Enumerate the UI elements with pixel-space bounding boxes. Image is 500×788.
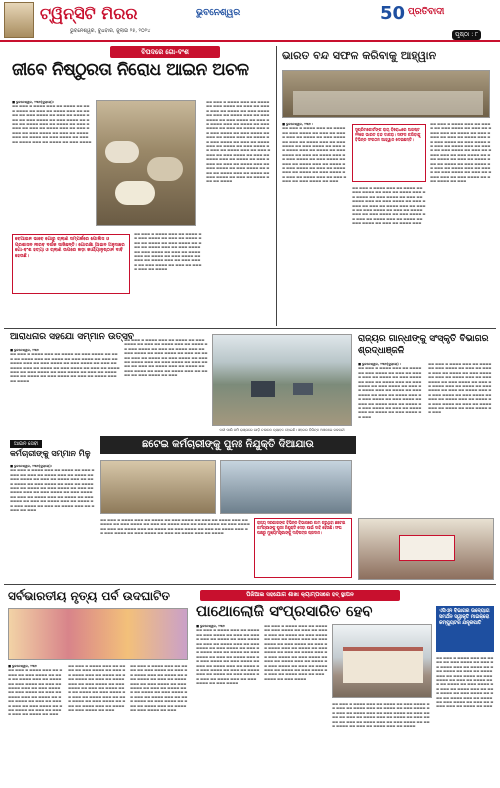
right-dateline: ■ ଭୁବନେଶ୍ୱର, ୨୩ା୭(ବ୍ୟୁରୋ) :: [358, 362, 402, 366]
mid-col: ▬▬ ▬▬▬ ▬ ▬▬▬▬ ▬▬▬ ▬▬ ▬▬▬▬ ▬▬ ▬▬▬ ▬▬▬▬ ▬▬ ▬▬▬ ▬▬ ▬▬▬▬ ▬▬▬ ▬▬ ▬▬▬▬ ▬▬ ▬▬▬ ▬▬▬▬ ▬▬ ▬▬▬ ▬▬ ▬▬▬▬ ▬▬▬ ▬▬ ▬▬▬ ▬▬▬▬ ▬▬ ▬▬▬ ▬▬▬▬ ▬▬ ▬▬▬ ▬▬ ▬▬▬▬ ▬▬▬ ▬▬ ▬▬▬▬ ▬▬ ▬▬▬ ▬▬▬▬ ▬▬ ▬▬▬ ▬▬ ▬▬▬▬ ▬▬▬ ▬▬ ▬▬▬ ▬▬▬▬ ▬▬ ▬▬▬ ▬▬▬▬ ▬▬ ▬▬▬ ▬▬ ▬▬▬▬ ▬▬▬ ▬▬ ▬▬▬▬: [100, 518, 250, 536]
side-top-col3: ▬▬ ▬▬▬ ▬ ▬▬▬▬ ▬▬▬ ▬▬ ▬▬▬▬ ▬▬ ▬▬▬ ▬▬▬▬ ▬▬ ▬▬▬ ▬▬ ▬▬▬▬ ▬▬▬ ▬▬ ▬▬▬▬ ▬▬ ▬▬▬ ▬▬▬▬ ▬▬ ▬▬▬ ▬▬ ▬▬▬▬ ▬▬▬ ▬▬ ▬▬▬ ▬▬▬▬ ▬▬ ▬▬▬ ▬▬▬▬ ▬▬ ▬▬▬ ▬▬ ▬▬▬▬ ▬▬▬ ▬▬ ▬▬▬▬ ▬▬ ▬▬▬ ▬▬▬▬ ▬▬ ▬▬▬ ▬▬ ▬▬▬▬ ▬▬▬ ▬▬ ▬▬▬ ▬▬▬▬ ▬▬ ▬▬▬ ▬▬▬▬ ▬▬ ▬▬▬ ▬▬ ▬▬▬▬ ▬▬▬ ▬▬ ▬▬▬▬ ▬▬ ▬▬▬ ▬▬▬▬ ▬▬ ▬▬▬ ▬▬ ▬▬▬▬ ▬▬▬ ▬▬ ▬▬▬▬ ▬▬ ▬▬▬ ▬▬▬▬ ▬▬ ▬▬▬ ▬▬ ▬▬▬▬ ▬▬▬ ▬▬ ▬▬▬ ▬▬▬▬ ▬▬ ▬▬▬ ▬▬▬▬ ▬▬ ▬▬▬: [430, 122, 492, 184]
right-col: ■ ଭୁବନେଶ୍ୱର, ୨୩ା୭(ବ୍ୟୁରୋ) : ▬▬ ▬▬▬ ▬ ▬▬▬▬ ▬▬▬ ▬▬ ▬▬▬▬ ▬▬ ▬▬▬ ▬▬▬▬ ▬▬ ▬▬▬ ▬▬ ▬▬▬▬ ▬▬▬ ▬▬ ▬▬▬▬ ▬▬ ▬▬▬ ▬▬▬▬ ▬▬ ▬▬▬ ▬▬ ▬▬▬▬ ▬▬▬ ▬▬ ▬▬▬ ▬▬▬▬ ▬▬ ▬▬▬ ▬▬▬▬ ▬▬ ▬▬▬ ▬▬ ▬▬▬▬ ▬▬▬ ▬▬ ▬▬▬▬ ▬▬ ▬▬▬ ▬▬▬▬ ▬▬ ▬▬▬ ▬▬ ▬▬▬▬ ▬▬▬ ▬▬ ▬▬▬ ▬▬▬▬ ▬▬ ▬▬▬ ▬▬▬▬ ▬▬ ▬▬▬ ▬▬ ▬▬▬▬ ▬▬▬ ▬▬ ▬▬▬▬ ▬▬ ▬▬▬ ▬▬▬▬ ▬▬ ▬▬▬ ▬▬ ▬▬▬▬ ▬▬▬ ▬▬ ▬▬▬▬ ▬▬ ▬▬▬ ▬▬▬▬ ▬▬ ▬▬▬: [358, 362, 424, 514]
lead-col3: ▬▬ ▬▬▬ ▬ ▬▬▬▬ ▬▬▬ ▬▬ ▬▬▬▬ ▬▬ ▬▬▬ ▬▬▬▬ ▬▬ ▬▬▬ ▬▬ ▬▬▬▬ ▬▬▬ ▬▬ ▬▬▬▬ ▬▬ ▬▬▬ ▬▬▬▬ ▬▬ ▬▬▬ ▬▬ ▬▬▬▬ ▬▬▬ ▬▬ ▬▬▬ ▬▬▬▬ ▬▬ ▬▬▬ ▬▬▬▬ ▬▬ ▬▬▬ ▬▬ ▬▬▬▬ ▬▬▬ ▬▬ ▬▬▬▬ ▬▬ ▬▬▬ ▬▬▬▬ ▬▬ ▬▬▬ ▬▬ ▬▬▬▬ ▬▬▬ ▬▬ ▬▬▬ ▬▬▬▬ ▬▬ ▬▬▬ ▬▬▬▬ ▬▬ ▬▬▬ ▬▬ ▬▬▬▬ ▬▬▬ ▬▬ ▬▬▬▬ ▬▬ ▬▬▬ ▬▬▬▬ ▬▬ ▬▬▬ ▬▬ ▬▬▬▬ ▬▬▬ ▬▬ ▬▬▬▬ ▬▬ ▬▬▬ ▬▬▬▬ ▬▬ ▬▬▬ ▬▬ ▬▬▬▬ ▬▬▬ ▬▬ ▬▬▬ ▬▬▬▬ ▬▬ ▬▬▬ ▬▬▬▬ ▬▬ ▬▬▬ ▬▬ ▬▬▬▬ ▬▬▬ ▬▬ ▬▬▬▬ ▬▬ ▬▬▬ ▬▬▬▬ ▬▬ ▬▬▬ ▬▬ ▬▬▬▬ ▬▬▬ ▬▬ ▬▬▬ ▬▬▬▬ ▬▬ ▬▬▬ ▬▬▬▬ ▬▬ ▬▬▬ ▬▬ ▬▬▬▬ ▬▬▬ ▬▬ ▬▬▬▬ ▬▬ ▬▬▬ ▬▬▬▬ ▬▬ ▬▬▬ ▬▬ ▬▬▬▬ ▬▬▬ ▬▬ ▬▬▬▬: [206, 100, 271, 184]
dance-col3: ▬▬ ▬▬▬ ▬ ▬▬▬▬ ▬▬▬ ▬▬ ▬▬▬▬ ▬▬ ▬▬▬ ▬▬▬▬ ▬▬ ▬▬▬ ▬▬ ▬▬▬▬ ▬▬▬ ▬▬ ▬▬▬▬ ▬▬ ▬▬▬ ▬▬▬▬ ▬▬ ▬▬▬ ▬▬ ▬▬▬▬ ▬▬▬ ▬▬ ▬▬▬ ▬▬▬▬ ▬▬ ▬▬▬ ▬▬▬▬ ▬▬ ▬▬▬ ▬▬ ▬▬▬▬ ▬▬▬ ▬▬ ▬▬▬▬ ▬▬ ▬▬▬ ▬▬▬▬ ▬▬ ▬▬▬ ▬▬ ▬▬▬▬ ▬▬▬ ▬▬ ▬▬▬ ▬▬▬▬ ▬▬ ▬▬▬ ▬▬▬▬ ▬▬ ▬▬▬ ▬▬ ▬▬▬▬ ▬▬▬ ▬▬ ▬▬▬▬ ▬▬ ▬▬▬ ▬▬▬▬ ▬▬ ▬▬▬: [130, 664, 188, 713]
retrench-box-text: ରାଜ୍ୟ ସରକାରଙ୍କ ବିଭିନ୍ନ ବିଭାଗରେ କାମ କରୁଥିବା ଛଟେଇ କର୍ମଚାରୀଙ୍କୁ ପୁନଃ ନିଯୁକ୍ତି ଦେବା ପାଇଁ ଦାବି ହେଉଛି। ସଂଘ ପକ୍ଷରୁ ମୁଖ୍ୟମନ୍ତ୍ରୀଙ୍କୁ ଦାବିପତ୍ର ପ୍ରଦାନ।: [257, 520, 346, 535]
left-col-b: ▬▬ ▬▬▬ ▬ ▬▬▬▬ ▬▬▬ ▬▬ ▬▬▬▬ ▬▬ ▬▬▬ ▬▬▬▬ ▬▬ ▬▬▬ ▬▬ ▬▬▬▬ ▬▬▬ ▬▬ ▬▬▬▬ ▬▬ ▬▬▬ ▬▬▬▬ ▬▬ ▬▬▬ ▬▬ ▬▬▬▬ ▬▬▬ ▬▬ ▬▬▬ ▬▬▬▬ ▬▬ ▬▬▬ ▬▬▬▬ ▬▬ ▬▬▬ ▬▬ ▬▬▬▬ ▬▬▬ ▬▬ ▬▬▬▬ ▬▬ ▬▬▬ ▬▬▬▬ ▬▬ ▬▬▬ ▬▬ ▬▬▬▬ ▬▬▬ ▬▬ ▬▬▬ ▬▬▬▬ ▬▬ ▬▬▬ ▬▬▬▬ ▬▬ ▬▬▬ ▬▬ ▬▬▬▬ ▬▬▬ ▬▬ ▬▬▬▬ ▬▬ ▬▬▬ ▬▬▬▬ ▬▬ ▬▬▬ ▬▬ ▬▬▬▬ ▬▬▬ ▬▬ ▬▬▬▬ ▬▬ ▬▬▬ ▬▬▬▬ ▬▬ ▬▬▬: [124, 338, 208, 378]
path-headline: ପାଥୋଲୋଜି ସଂପ୍ରସାରିତ ହେବ: [196, 602, 373, 620]
side-top-col2: ▬▬ ▬▬▬ ▬ ▬▬▬▬ ▬▬▬ ▬▬ ▬▬▬▬ ▬▬ ▬▬▬ ▬▬▬▬ ▬▬ ▬▬▬ ▬▬ ▬▬▬▬ ▬▬▬ ▬▬ ▬▬▬▬ ▬▬ ▬▬▬ ▬▬▬▬ ▬▬ ▬▬▬ ▬▬ ▬▬▬▬ ▬▬▬ ▬▬ ▬▬▬ ▬▬▬▬ ▬▬ ▬▬▬ ▬▬▬▬ ▬▬ ▬▬▬ ▬▬ ▬▬▬▬ ▬▬▬ ▬▬ ▬▬▬▬ ▬▬ ▬▬▬ ▬▬▬▬ ▬▬ ▬▬▬ ▬▬ ▬▬▬▬ ▬▬▬ ▬▬ ▬▬▬ ▬▬▬▬ ▬▬ ▬▬▬ ▬▬▬▬ ▬▬ ▬▬▬ ▬▬ ▬▬▬▬ ▬▬▬ ▬▬ ▬▬▬▬ ▬▬ ▬▬▬ ▬▬▬▬ ▬▬ ▬▬▬ ▬▬ ▬▬▬▬ ▬▬▬: [352, 186, 426, 226]
temple-logo: [4, 2, 34, 38]
h-rule-1: [4, 328, 496, 329]
lead-col1: ■ ଭୁବନେଶ୍ୱର, ୨୩ା୭(ବ୍ୟୁରୋ): ▬▬ ▬▬▬ ▬ ▬▬▬▬ ▬▬▬ ▬▬ ▬▬▬▬ ▬▬ ▬▬▬ ▬▬▬▬ ▬▬ ▬▬▬ ▬▬ ▬▬▬▬ ▬▬▬ ▬▬ ▬▬▬▬ ▬▬ ▬▬▬ ▬▬▬▬ ▬▬ ▬▬▬ ▬▬ ▬▬▬▬ ▬▬▬ ▬▬ ▬▬▬ ▬▬▬▬ ▬▬ ▬▬▬ ▬▬▬▬ ▬▬ ▬▬▬ ▬▬ ▬▬▬▬ ▬▬▬ ▬▬ ▬▬▬▬ ▬▬ ▬▬▬ ▬▬▬▬ ▬▬ ▬▬▬ ▬▬ ▬▬▬▬ ▬▬▬ ▬▬ ▬▬▬ ▬▬▬▬ ▬▬ ▬▬▬ ▬▬▬▬ ▬▬ ▬▬▬ ▬▬ ▬▬▬▬ ▬▬▬ ▬▬ ▬▬▬▬ ▬▬ ▬▬▬ ▬▬▬▬ ▬▬ ▬▬▬ ▬▬ ▬▬▬▬ ▬▬▬ ▬▬ ▬▬▬▬ ▬▬ ▬▬▬ ▬▬▬▬: [12, 100, 92, 144]
brand-number: 50: [380, 3, 406, 24]
side-top-headline: ଭାରତ ବନ୍ଦ ସଫଳ କରିବାକୁ ଆହ୍ୱାନ: [282, 49, 437, 62]
right-headline: ରାଜ୍ୟର ଗାନ୍ଧୀଙ୍କୁ ସଂସ୍କୃତି ବିଭାଗର ଶ୍ରଦ୍ଧାଞ୍ଜଳି: [358, 334, 489, 356]
masthead-date: ଭୁବନେଶ୍ୱର, ବୁଧବାର, ଜୁଲାଇ ୨୫, ୨୦୨୪: [70, 28, 151, 34]
h-rule-2: [4, 584, 496, 585]
dance-col2: ▬▬ ▬▬▬ ▬ ▬▬▬▬ ▬▬▬ ▬▬ ▬▬▬▬ ▬▬ ▬▬▬ ▬▬▬▬ ▬▬ ▬▬▬ ▬▬ ▬▬▬▬ ▬▬▬ ▬▬ ▬▬▬▬ ▬▬ ▬▬▬ ▬▬▬▬ ▬▬ ▬▬▬ ▬▬ ▬▬▬▬ ▬▬▬ ▬▬ ▬▬▬ ▬▬▬▬ ▬▬ ▬▬▬ ▬▬▬▬ ▬▬ ▬▬▬ ▬▬ ▬▬▬▬ ▬▬▬ ▬▬ ▬▬▬▬ ▬▬ ▬▬▬ ▬▬▬▬ ▬▬ ▬▬▬ ▬▬ ▬▬▬▬ ▬▬▬ ▬▬ ▬▬▬ ▬▬▬▬ ▬▬ ▬▬▬ ▬▬▬▬ ▬▬ ▬▬▬ ▬▬ ▬▬▬▬ ▬▬▬ ▬▬ ▬▬▬▬ ▬▬ ▬▬▬ ▬▬▬▬ ▬▬ ▬▬▬: [68, 664, 126, 713]
dance-photo: [8, 608, 188, 660]
path-col3: ▬▬ ▬▬▬ ▬ ▬▬▬▬ ▬▬▬ ▬▬ ▬▬▬▬ ▬▬ ▬▬▬ ▬▬▬▬ ▬▬ ▬▬▬ ▬▬ ▬▬▬▬ ▬▬▬ ▬▬ ▬▬▬▬ ▬▬ ▬▬▬ ▬▬▬▬ ▬▬ ▬▬▬ ▬▬ ▬▬▬▬ ▬▬▬ ▬▬ ▬▬▬ ▬▬▬▬ ▬▬ ▬▬▬ ▬▬▬▬ ▬▬ ▬▬▬ ▬▬ ▬▬▬▬ ▬▬▬ ▬▬ ▬▬▬▬ ▬▬ ▬▬▬ ▬▬▬▬ ▬▬ ▬▬▬ ▬▬ ▬▬▬▬ ▬▬▬ ▬▬ ▬▬▬ ▬▬▬▬ ▬▬ ▬▬▬ ▬▬▬▬ ▬▬ ▬▬▬ ▬▬ ▬▬▬▬ ▬▬▬ ▬▬ ▬▬▬▬: [332, 702, 430, 729]
path-col2: ▬▬ ▬▬▬ ▬ ▬▬▬▬ ▬▬▬ ▬▬ ▬▬▬▬ ▬▬ ▬▬▬ ▬▬▬▬ ▬▬ ▬▬▬ ▬▬ ▬▬▬▬ ▬▬▬ ▬▬ ▬▬▬▬ ▬▬ ▬▬▬ ▬▬▬▬ ▬▬ ▬▬▬ ▬▬ ▬▬▬▬ ▬▬▬ ▬▬ ▬▬▬ ▬▬▬▬ ▬▬ ▬▬▬ ▬▬▬▬ ▬▬ ▬▬▬ ▬▬ ▬▬▬▬ ▬▬▬ ▬▬ ▬▬▬▬ ▬▬ ▬▬▬ ▬▬▬▬ ▬▬ ▬▬▬ ▬▬ ▬▬▬▬ ▬▬▬ ▬▬ ▬▬▬ ▬▬▬▬ ▬▬ ▬▬▬ ▬▬▬▬ ▬▬ ▬▬▬ ▬▬ ▬▬▬▬ ▬▬▬ ▬▬ ▬▬▬▬ ▬▬ ▬▬▬ ▬▬▬▬ ▬▬ ▬▬▬ ▬▬ ▬▬▬▬ ▬▬▬ ▬▬ ▬▬▬▬ ▬▬ ▬▬▬ ▬▬▬▬ ▬▬ ▬▬▬ ▬▬ ▬▬▬▬ ▬▬▬ ▬▬ ▬▬▬ ▬▬▬▬ ▬▬ ▬▬▬ ▬▬▬▬: [264, 624, 328, 681]
small-col: ■ ଭୁବନେଶ୍ୱର, ୨୩ା୭(ବ୍ୟୁରୋ): ▬▬ ▬▬▬ ▬ ▬▬▬▬ ▬▬▬ ▬▬ ▬▬▬▬ ▬▬ ▬▬▬ ▬▬▬▬ ▬▬ ▬▬▬ ▬▬ ▬▬▬▬ ▬▬▬ ▬▬ ▬▬▬▬ ▬▬ ▬▬▬ ▬▬▬▬ ▬▬ ▬▬▬ ▬▬ ▬▬▬▬ ▬▬▬ ▬▬ ▬▬▬ ▬▬▬▬ ▬▬ ▬▬▬ ▬▬▬▬ ▬▬ ▬▬▬ ▬▬ ▬▬▬▬ ▬▬▬ ▬▬ ▬▬▬▬ ▬▬ ▬▬▬ ▬▬▬▬ ▬▬ ▬▬▬ ▬▬ ▬▬▬▬ ▬▬▬ ▬▬ ▬▬▬ ▬▬▬▬ ▬▬ ▬▬▬ ▬▬▬▬ ▬▬ ▬▬▬ ▬▬ ▬▬▬▬ ▬▬▬ ▬▬ ▬▬▬▬ ▬▬ ▬▬▬ ▬▬▬▬ ▬▬ ▬▬▬ ▬▬ ▬▬▬▬ ▬▬▬ ▬▬ ▬▬▬▬ ▬▬ ▬▬▬ ▬▬▬▬ ▬▬ ▬▬▬ ▬▬ ▬▬▬▬ ▬▬▬ ▬▬ ▬▬▬▬ ▬▬ ▬▬▬: [10, 464, 95, 513]
side-top-col1: ■ ଭୁବନେଶ୍ୱର, ୨୩ା୭ : ▬▬ ▬▬▬ ▬ ▬▬▬▬ ▬▬▬ ▬▬ ▬▬▬▬ ▬▬ ▬▬▬ ▬▬▬▬ ▬▬ ▬▬▬ ▬▬ ▬▬▬▬ ▬▬▬ ▬▬ ▬▬▬▬ ▬▬ ▬▬▬ ▬▬▬▬ ▬▬ ▬▬▬ ▬▬ ▬▬▬▬ ▬▬▬ ▬▬ ▬▬▬ ▬▬▬▬ ▬▬ ▬▬▬ ▬▬▬▬ ▬▬ ▬▬▬ ▬▬ ▬▬▬▬ ▬▬▬ ▬▬ ▬▬▬▬ ▬▬ ▬▬▬ ▬▬▬▬ ▬▬ ▬▬▬ ▬▬ ▬▬▬▬ ▬▬▬ ▬▬ ▬▬▬ ▬▬▬▬ ▬▬ ▬▬▬ ▬▬▬▬ ▬▬ ▬▬▬ ▬▬ ▬▬▬▬ ▬▬▬ ▬▬ ▬▬▬▬ ▬▬ ▬▬▬ ▬▬▬▬ ▬▬ ▬▬▬ ▬▬ ▬▬▬▬ ▬▬▬ ▬▬ ▬▬▬▬ ▬▬ ▬▬▬ ▬▬▬▬ ▬▬ ▬▬▬ ▬▬ ▬▬▬▬ ▬▬▬ ▬▬ ▬▬▬ ▬▬▬▬ ▬▬ ▬▬▬ ▬▬▬▬ ▬▬ ▬▬▬: [282, 122, 347, 184]
small-dateline: ■ ଭୁବନେଶ୍ୱର, ୨୩ା୭(ବ୍ୟୁରୋ):: [10, 464, 53, 468]
lead-col2: ▬▬ ▬▬▬ ▬ ▬▬▬▬ ▬▬▬ ▬▬ ▬▬▬▬ ▬▬ ▬▬▬ ▬▬▬▬ ▬▬ ▬▬▬ ▬▬ ▬▬▬▬ ▬▬▬ ▬▬ ▬▬▬▬ ▬▬ ▬▬▬ ▬▬▬▬ ▬▬ ▬▬▬ ▬▬ ▬▬▬▬ ▬▬▬ ▬▬ ▬▬▬ ▬▬▬▬ ▬▬ ▬▬▬ ▬▬▬▬ ▬▬ ▬▬▬ ▬▬ ▬▬▬▬ ▬▬▬ ▬▬ ▬▬▬▬ ▬▬ ▬▬▬ ▬▬▬▬ ▬▬ ▬▬▬ ▬▬ ▬▬▬▬ ▬▬▬ ▬▬ ▬▬▬ ▬▬▬▬ ▬▬ ▬▬▬ ▬▬▬▬ ▬▬ ▬▬▬ ▬▬ ▬▬▬▬ ▬▬▬ ▬▬ ▬▬▬▬: [134, 232, 202, 272]
group-photo-right: [220, 460, 352, 514]
lead-headline: ଜୀବେ ନିଷ୍ଠୁରତା ନିରୋଧ ଆଇନ ଅଚଳ: [12, 60, 249, 80]
side-top-box: [352, 124, 426, 182]
small-headline: କର୍ମଚାରୀଙ୍କୁ ସମ୍ମାନ ମିଳୁ: [10, 449, 91, 458]
masthead-city: ଭୁବନେଶ୍ୱର: [196, 8, 241, 18]
side-top-dateline: ■ ଭୁବନେଶ୍ୱର, ୨୩ା୭ :: [282, 122, 314, 126]
hospital-photo: [332, 624, 432, 698]
masthead: [0, 0, 500, 42]
path-col1: ■ ଭୁବନେଶ୍ୱର, ୨୩ା୭ ▬▬ ▬▬▬ ▬ ▬▬▬▬ ▬▬▬ ▬▬ ▬▬▬▬ ▬▬ ▬▬▬ ▬▬▬▬ ▬▬ ▬▬▬ ▬▬ ▬▬▬▬ ▬▬▬ ▬▬ ▬▬▬▬ ▬▬ ▬▬▬ ▬▬▬▬ ▬▬ ▬▬▬ ▬▬ ▬▬▬▬ ▬▬▬ ▬▬ ▬▬▬ ▬▬▬▬ ▬▬ ▬▬▬ ▬▬▬▬ ▬▬ ▬▬▬ ▬▬ ▬▬▬▬ ▬▬▬ ▬▬ ▬▬▬▬ ▬▬ ▬▬▬ ▬▬▬▬ ▬▬ ▬▬▬ ▬▬ ▬▬▬▬ ▬▬▬ ▬▬ ▬▬▬ ▬▬▬▬ ▬▬ ▬▬▬ ▬▬▬▬ ▬▬ ▬▬▬ ▬▬ ▬▬▬▬ ▬▬▬ ▬▬ ▬▬▬▬ ▬▬ ▬▬▬ ▬▬▬▬ ▬▬ ▬▬▬ ▬▬ ▬▬▬▬ ▬▬▬ ▬▬ ▬▬▬▬ ▬▬ ▬▬▬ ▬▬▬▬ ▬▬ ▬▬▬ ▬▬ ▬▬▬▬ ▬▬▬ ▬▬ ▬▬▬ ▬▬▬▬ ▬▬ ▬▬▬ ▬▬▬▬: [196, 624, 260, 686]
cattle-photo: [96, 100, 196, 226]
lead-callout: [12, 234, 130, 294]
page-number: ପୃଷ୍ଠା : ୮: [452, 30, 481, 40]
dance-headline: ସର୍ବଭାରତୀୟ ନୃତ୍ୟ ପର୍ବ ଉଦଘାଟିତ: [8, 589, 170, 603]
lead-dateline: ■ ଭୁବନେଶ୍ୱର, ୨୩ା୭(ବ୍ୟୁରୋ):: [12, 100, 55, 104]
masthead-title: ଟ୍ୱିନ୍‌ସିଟି ମିରର: [40, 4, 138, 23]
side-top-box-text: ସୁପ୍ରିମକୋର୍ଟଙ୍କ ରାୟ ବିରୋଧରେ ଅଗଷ୍ଟ ୨୧ରେ ଭାରତ ବନ୍ଦ ଡାକରା। ସଫଳ କରିବାକୁ ବିଭିନ୍ନ ସଂଗଠନ ଆହ୍ୱାନ ଦେଇଛନ୍ତି।: [355, 127, 421, 142]
right-box-text: ଏସିଏନ ବିଭାଗର ଉଦ୍ୟୋଗ ସମର୍ଥନ ସ୍ୱୀକୃତି ମାଇକ୍ରୋ କମ୍ପ୍ୟୁଟର ଯନ୍ତ୍ରପାତି: [439, 609, 490, 626]
dance-dateline: ■ ଭୁବନେଶ୍ୱର, ୨୩ା୭: [8, 664, 37, 668]
path-tag: ପିଜିଆଇ ସହଯୋଗ ଶାଖା କ୍ୟାମ୍ପସରେ ହବ୍ ସ୍ଥାପନ: [200, 590, 400, 601]
flood-caption: ନଦୀ ପାଣି ଜମି ରାସ୍ତାରେ ଗାଡ଼ି ଚଳାଚଳ ବ୍ୟାହତ ହୋଇଛି। ସହରର ବିଭିନ୍ନ ଅଞ୍ଚଳରେ ଜଳବନ୍ଦୀ: [219, 428, 345, 432]
banner-photo: [358, 518, 494, 580]
right-col-b: ▬▬ ▬▬▬ ▬ ▬▬▬▬ ▬▬▬ ▬▬ ▬▬▬▬ ▬▬ ▬▬▬ ▬▬▬▬ ▬▬ ▬▬▬ ▬▬ ▬▬▬▬ ▬▬▬ ▬▬ ▬▬▬▬ ▬▬ ▬▬▬ ▬▬▬▬ ▬▬ ▬▬▬ ▬▬ ▬▬▬▬ ▬▬▬ ▬▬ ▬▬▬ ▬▬▬▬ ▬▬ ▬▬▬ ▬▬▬▬ ▬▬ ▬▬▬ ▬▬ ▬▬▬▬ ▬▬▬ ▬▬ ▬▬▬▬ ▬▬ ▬▬▬ ▬▬▬▬ ▬▬ ▬▬▬ ▬▬ ▬▬▬▬ ▬▬▬ ▬▬ ▬▬▬ ▬▬▬▬ ▬▬ ▬▬▬ ▬▬▬▬ ▬▬ ▬▬▬ ▬▬ ▬▬▬▬ ▬▬▬ ▬▬ ▬▬▬▬ ▬▬ ▬▬▬ ▬▬▬▬ ▬▬ ▬▬▬ ▬▬ ▬▬▬▬ ▬▬▬ ▬▬ ▬▬▬▬ ▬▬ ▬▬▬ ▬▬▬▬ ▬▬ ▬▬▬: [428, 362, 492, 415]
column-rule: [276, 46, 277, 326]
group-photo-left: [100, 460, 216, 514]
retrench-box: [254, 518, 352, 578]
flood-photo: [212, 334, 352, 426]
brand-block: [380, 3, 490, 27]
lead-tag: ବିପଦରେ ଗୋ-ବଂଶ: [110, 46, 220, 58]
lead-callout-text: ବେଆଇନ ଭାବେ ଗୋରୁ ଚାଲାଣ ସମ୍ପର୍କରେ ପୋଲିସ ଓ ପ୍ରଶାସନ ନୀରବ ଦର୍ଶକ ସାଜିଛନ୍ତି। ଗୋରକ୍ଷା ଆଇନ ଅନୁସାରେ ଗୋ-ବଂଶ ହତ୍ୟା ଓ ଚାଲାଣ ଉପରେ କଡ଼ା କାର୍ଯ୍ୟାନୁଷ୍ଠାନ ଦାବି ହେଉଛି।: [15, 237, 125, 259]
right-box-col: ▬▬ ▬▬▬ ▬ ▬▬▬▬ ▬▬▬ ▬▬ ▬▬▬▬ ▬▬ ▬▬▬ ▬▬▬▬ ▬▬ ▬▬▬ ▬▬ ▬▬▬▬ ▬▬▬ ▬▬ ▬▬▬▬ ▬▬ ▬▬▬ ▬▬▬▬ ▬▬ ▬▬▬ ▬▬ ▬▬▬▬ ▬▬▬ ▬▬ ▬▬▬ ▬▬▬▬ ▬▬ ▬▬▬ ▬▬▬▬ ▬▬ ▬▬▬ ▬▬ ▬▬▬▬ ▬▬▬ ▬▬ ▬▬▬▬ ▬▬ ▬▬▬ ▬▬▬▬ ▬▬ ▬▬▬ ▬▬ ▬▬▬▬ ▬▬▬ ▬▬ ▬▬▬ ▬▬▬▬ ▬▬ ▬▬▬ ▬▬▬▬ ▬▬ ▬▬▬ ▬▬ ▬▬▬▬ ▬▬▬ ▬▬ ▬▬▬▬ ▬▬ ▬▬▬ ▬▬▬▬ ▬▬ ▬▬▬ ▬▬ ▬▬▬▬ ▬▬▬ ▬▬ ▬▬▬▬ ▬▬ ▬▬▬: [436, 656, 494, 709]
left-headline: ଆରାଧନାର ସହଯୋ ସମ୍ମାନ ଉତ୍ସବ: [10, 332, 134, 342]
left-col: ■ ଭୁବନେଶ୍ୱର, ୨୩ା୭ ▬▬ ▬▬▬ ▬ ▬▬▬▬ ▬▬▬ ▬▬ ▬▬▬▬ ▬▬ ▬▬▬ ▬▬▬▬ ▬▬ ▬▬▬ ▬▬ ▬▬▬▬ ▬▬▬ ▬▬ ▬▬▬▬ ▬▬ ▬▬▬ ▬▬▬▬ ▬▬ ▬▬▬ ▬▬ ▬▬▬▬ ▬▬▬ ▬▬ ▬▬▬ ▬▬▬▬ ▬▬ ▬▬▬ ▬▬▬▬ ▬▬ ▬▬▬ ▬▬ ▬▬▬▬ ▬▬▬ ▬▬ ▬▬▬▬ ▬▬ ▬▬▬ ▬▬▬▬ ▬▬ ▬▬▬ ▬▬ ▬▬▬▬ ▬▬▬ ▬▬ ▬▬▬ ▬▬▬▬ ▬▬ ▬▬▬ ▬▬▬▬ ▬▬ ▬▬▬ ▬▬ ▬▬▬▬ ▬▬▬ ▬▬ ▬▬▬▬ ▬▬ ▬▬▬ ▬▬▬▬ ▬▬ ▬▬▬ ▬▬ ▬▬▬▬ ▬▬▬ ▬▬ ▬▬▬▬: [10, 348, 120, 383]
dance-col1: ■ ଭୁବନେଶ୍ୱର, ୨୩ା୭ ▬▬ ▬▬▬ ▬ ▬▬▬▬ ▬▬▬ ▬▬ ▬▬▬▬ ▬▬ ▬▬▬ ▬▬▬▬ ▬▬ ▬▬▬ ▬▬ ▬▬▬▬ ▬▬▬ ▬▬ ▬▬▬▬ ▬▬ ▬▬▬ ▬▬▬▬ ▬▬ ▬▬▬ ▬▬ ▬▬▬▬ ▬▬▬ ▬▬ ▬▬▬ ▬▬▬▬ ▬▬ ▬▬▬ ▬▬▬▬ ▬▬ ▬▬▬ ▬▬ ▬▬▬▬ ▬▬▬ ▬▬ ▬▬▬▬ ▬▬ ▬▬▬ ▬▬▬▬ ▬▬ ▬▬▬ ▬▬ ▬▬▬▬ ▬▬▬ ▬▬ ▬▬▬ ▬▬▬▬ ▬▬ ▬▬▬ ▬▬▬▬ ▬▬ ▬▬▬ ▬▬ ▬▬▬▬ ▬▬▬ ▬▬ ▬▬▬▬ ▬▬ ▬▬▬: [8, 664, 63, 717]
left-dateline: ■ ଭୁବନେଶ୍ୱର, ୨୩ା୭: [10, 348, 39, 352]
meeting-photo: [282, 70, 490, 118]
brand-name: ପ୍ରତିବାଦୀ: [408, 7, 445, 17]
right-box: [436, 606, 494, 652]
retrench-banner: [100, 436, 356, 454]
path-dateline: ■ ଭୁବନେଶ୍ୱର, ୨୩ା୭: [196, 624, 225, 628]
retrench-banner-text: ଛଟେଇ କର୍ମଚାରୀଙ୍କୁ ପୁନଃ ନିଯୁକ୍ତି ଦିଆଯାଉ: [142, 439, 314, 450]
small-tag: ଆଇନ ସେବୀ: [10, 440, 42, 448]
